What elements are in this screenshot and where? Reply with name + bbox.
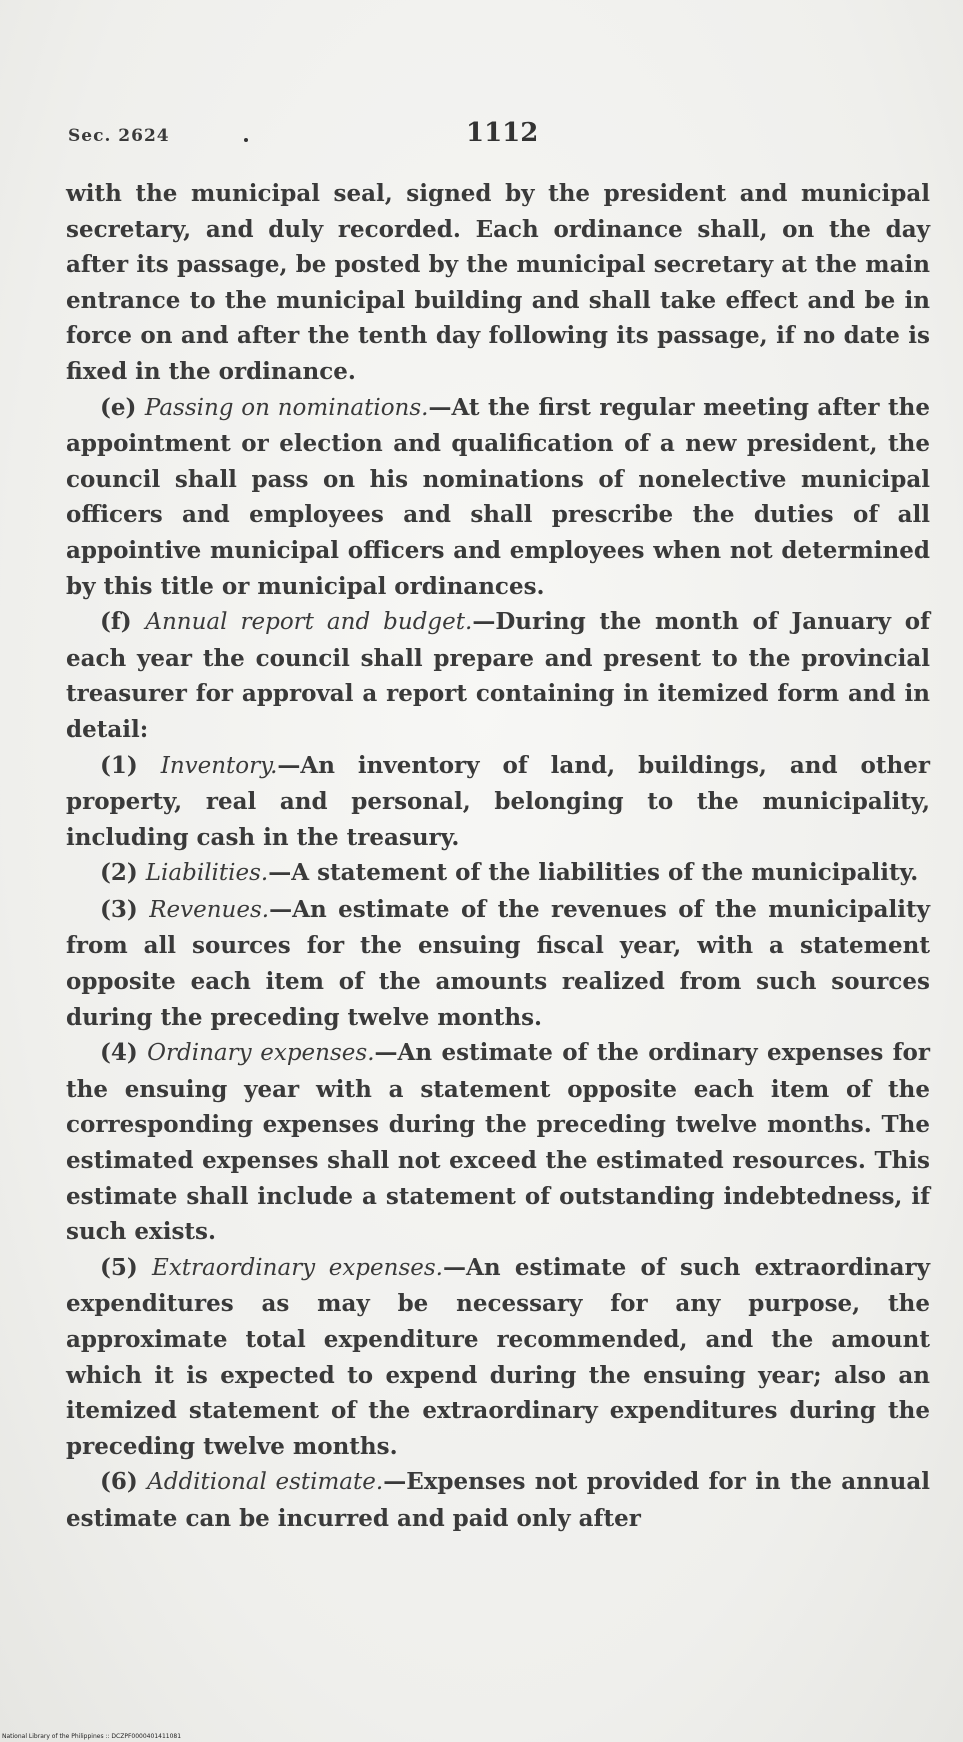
paragraph-e	[66, 390, 930, 605]
paragraph-label: (f)	[100, 608, 146, 636]
page-header	[68, 118, 928, 152]
paragraph-title: Revenues.	[149, 896, 270, 923]
paragraph-label: (5)	[100, 1253, 153, 1281]
paragraph-1	[66, 748, 930, 856]
paragraph-text: —Expenses not provided for in the annual estimate can be incurred and paid only after	[66, 1468, 930, 1532]
paragraph-text: —An inventory of land, buildings, and other property, real and personal, belonging to the municipality, including cash in the treasury.	[66, 751, 930, 851]
section-reference: Sec. 2624	[68, 126, 170, 146]
paragraph-text: —An estimate of such extraordinary expenditures as may be necessary for any purpose, the approximate total expenditure recommended, and the amount which it is expected to expend during the ensuing year; also an itemized statement of the extraordinary expenditures during the preceding twelve months.	[66, 1253, 931, 1460]
library-watermark: National Library of the Philippines :: DCZPF0000401411081	[2, 1733, 182, 1740]
paragraph-2	[66, 855, 930, 892]
paragraph-4	[66, 1035, 930, 1250]
paragraph-title: Inventory.	[160, 752, 278, 779]
paragraph-3	[66, 892, 930, 1035]
page-number: 1112	[466, 118, 539, 148]
paragraph-title: Ordinary expenses.	[147, 1040, 375, 1067]
paragraph-label: (2)	[100, 859, 146, 887]
paragraph-6	[66, 1464, 930, 1536]
paragraph-title: Extraordinary expenses.	[152, 1254, 443, 1281]
paragraph-title: Liabilities.	[145, 860, 269, 887]
paragraph-label: (3)	[100, 895, 150, 923]
paragraph-text: —An estimate of the ordinary expenses for the ensuing year with a statement opposite each item of the corresponding expenses during the preceding twelve months. The estimated expenses shall not exceed the estimated resources. This estimate shall include a statement of outstanding indebtedness, if such exists.	[66, 1039, 930, 1246]
paragraph-title: Additional estimate.	[147, 1469, 384, 1496]
paragraph-text: —An estimate of the revenues of the municipality from all sources for the ensuing fiscal year, with a statement opposite each item of the amounts realized from such sources during the preceding twelve months.	[66, 895, 930, 1031]
paragraph-label: (e)	[100, 393, 145, 421]
header-dot	[244, 138, 248, 142]
paragraph-label: (4)	[100, 1039, 148, 1067]
paragraph-text: —During the month of January of each year the council shall prepare and present to the provincial treasurer for approval a report containing in itemized form and in detail:	[66, 608, 930, 743]
paragraph-5	[66, 1250, 930, 1465]
paragraph-label: (6)	[100, 1468, 148, 1496]
paragraph-title: Passing on nominations.	[144, 394, 429, 421]
paragraph-f	[66, 604, 930, 747]
paragraph-text: with the municipal seal, signed by the president and municipal secretary, and duly recorded. Each ordinance shall, on the day after its passage, be posted by the municipal secretary at the main entrance to the municipal building and shall take effect and be in force on and after the tenth day following its passage, if no date is fixed in the ordinance.	[66, 180, 930, 385]
paragraph-label: (1)	[100, 751, 161, 779]
paragraph-title: Annual report and budget.	[145, 609, 473, 636]
paragraph-continuation	[66, 176, 930, 390]
paragraph-text: —At the first regular meeting after the appointment or election and qualification of a new president, the council shall pass on his nominations of nonelective municipal officers and employees and shall prescribe the duties of all appointive municipal officers and employees when not determined by this title or municipal ordinances.	[66, 393, 930, 600]
body-text	[66, 176, 930, 1537]
paragraph-text: —A statement of the liabilities of the municipality.	[268, 859, 919, 887]
